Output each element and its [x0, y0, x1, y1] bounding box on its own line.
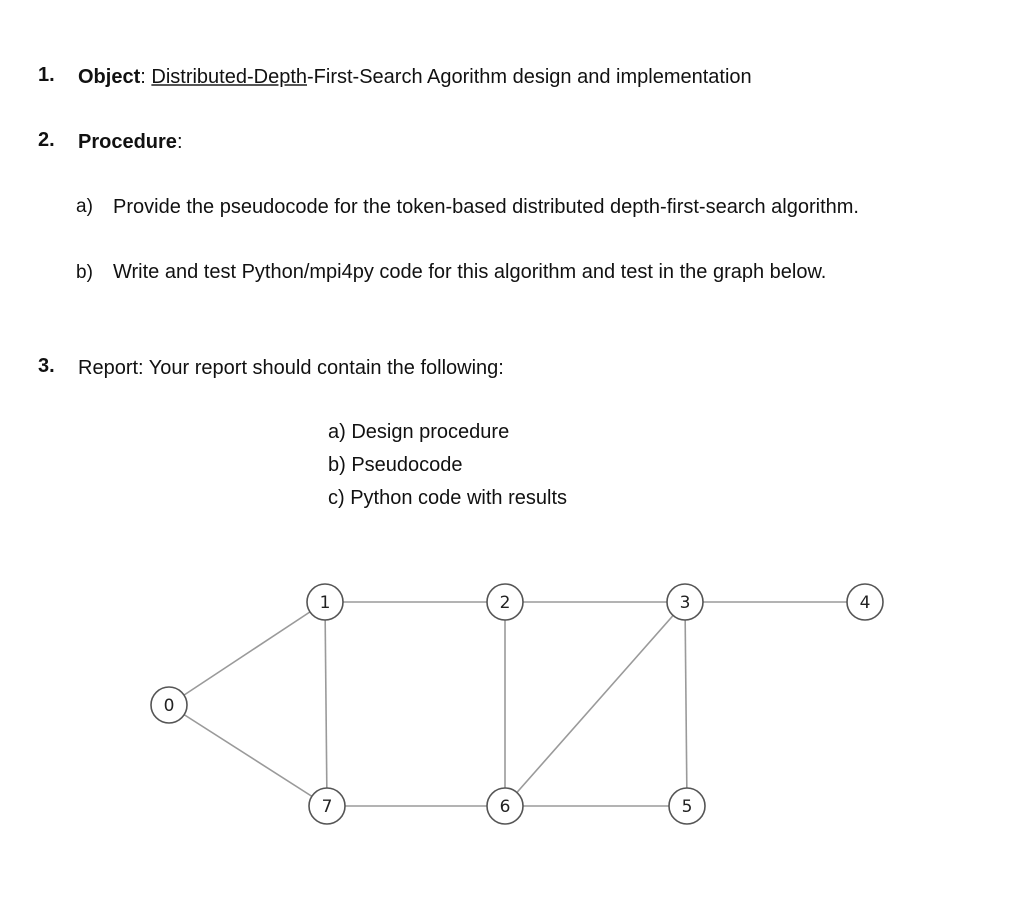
report-item-pseudocode: b) Pseudocode	[328, 454, 463, 476]
section-3-text: Report: Your report should contain the following:	[78, 357, 504, 379]
graph-node-0	[151, 687, 187, 723]
graph-node-label: 6	[499, 797, 511, 817]
graph-edge-3-5	[685, 602, 687, 806]
report-item-python: c) Python code with results	[328, 487, 567, 509]
graph-node-2	[487, 584, 523, 620]
section-1-number: 1.	[38, 64, 55, 86]
graph-edge-0-1	[169, 602, 325, 705]
procedure-item-b-text: Write and test Python/mpi4py code for this algorithm and test in the graph below.	[113, 261, 827, 283]
section-1-rest-text: -First-Search Agorithm design and implementation	[307, 66, 752, 88]
graph-edge-0-7	[169, 705, 327, 806]
graph-edge-3-6	[505, 602, 685, 806]
section-2-line	[78, 129, 183, 155]
graph-node-label: 2	[499, 593, 511, 613]
graph-node-label: 0	[163, 696, 175, 716]
graph-node-6	[487, 788, 523, 824]
graph-node-5	[669, 788, 705, 824]
section-1-underlined-text: Distributed-Depth	[151, 66, 307, 88]
graph-diagram	[0, 560, 1024, 860]
graph-nodes	[151, 584, 883, 824]
procedure-item-a-text: Provide the pseudocode for the token-based distributed depth-first-search algorithm.	[113, 196, 859, 218]
graph-edge-1-7	[325, 602, 327, 806]
section-1-line	[78, 64, 752, 90]
section-2-label: Procedure	[78, 131, 177, 153]
graph-node-7	[309, 788, 345, 824]
graph-node-4	[847, 584, 883, 620]
graph-node-label: 3	[679, 593, 691, 613]
graph-node-3	[667, 584, 703, 620]
section-1-label: Object	[78, 66, 141, 88]
section-2-colon: :	[176, 131, 183, 153]
report-list	[328, 416, 567, 515]
procedure-item-a-marker: a)	[76, 196, 93, 217]
graph-node-label: 4	[859, 593, 871, 613]
section-2-number: 2.	[38, 129, 55, 151]
graph-node-label: 7	[321, 797, 333, 817]
graph-node-1	[307, 584, 343, 620]
graph-node-label: 5	[681, 797, 693, 817]
section-1-colon: :	[140, 66, 146, 88]
graph-node-label: 1	[319, 593, 331, 613]
graph-edges	[169, 602, 865, 806]
procedure-item-b-marker: b)	[76, 262, 93, 283]
report-item-design: a) Design procedure	[328, 421, 510, 443]
section-3-number: 3.	[38, 355, 55, 377]
